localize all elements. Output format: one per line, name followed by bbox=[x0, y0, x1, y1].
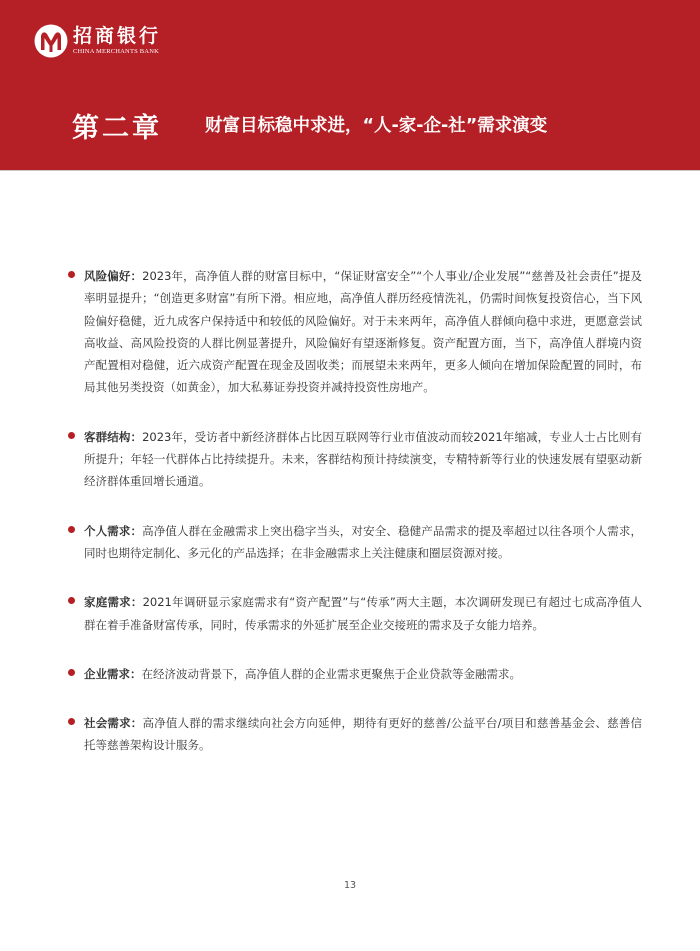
cmb-logo-icon bbox=[34, 24, 68, 58]
bullet-dot-icon bbox=[68, 669, 75, 676]
item-text: 2021年调研显示家庭需求有“资产配置”与“传承”两大主题，本次调研发现已有超过七成高净值人群在着手准备财富传承，同时，传承需求的外延扩展至企业交接班的需求及子女能力培养。 bbox=[84, 595, 643, 632]
item-label: 个人需求： bbox=[84, 523, 143, 538]
bullet-dot-icon bbox=[68, 526, 75, 533]
chapter-title: 财富目标稳中求进，“人-家-企-社”需求演变 bbox=[205, 116, 548, 136]
item-text: 在经济波动背景下，高净值人群的企业需求更聚焦于企业贷款等金融需求。 bbox=[141, 666, 521, 681]
paragraph bbox=[84, 591, 642, 636]
brand-name-en: CHINA MERCHANTS BANK bbox=[73, 47, 159, 55]
bullet-dot-icon bbox=[68, 271, 75, 278]
page-number: 13 bbox=[343, 880, 357, 891]
item-label: 企业需求： bbox=[84, 666, 142, 681]
bullet-dot-icon bbox=[68, 597, 75, 604]
list-item-risk-preference bbox=[68, 265, 642, 399]
list-item-enterprise-needs bbox=[68, 663, 642, 685]
header-divider bbox=[0, 170, 700, 171]
bullet-dot-icon bbox=[68, 718, 75, 725]
paragraph bbox=[84, 663, 642, 685]
paragraph bbox=[84, 265, 642, 399]
item-text: 2023年，高净值人群的财富目标中，“保证财富安全”“个人事业/企业发展”“慈善及社会责任”提及率明显提升；“创造更多财富”有所下滑。相应地，高净值人群历经疫情洗礼，仍需时间恢复投资信心，当下风险偏好稳健，近九成客户保持适中和较低的风险偏好。对于未来两年，高净值人群倾向稳中求进，更愿意尝试高收益、高风险投资的人群比例显著提升，风险偏好有望逐渐修复。资产配置方面，当下，高净值人群境内资产配置相对稳健，近六成资产配置在现金及固收类；而展望未来两年，更多人倾向在增加保险配置的同时，布局其他另类投资（如黄金），加大私募证券投资并减持投资性房地产。 bbox=[84, 269, 642, 395]
item-label: 客群结构： bbox=[84, 429, 143, 444]
list-item-client-structure bbox=[68, 426, 642, 493]
item-label: 家庭需求： bbox=[84, 595, 143, 610]
list-item-social-needs bbox=[68, 712, 642, 757]
list-item-family-needs bbox=[68, 591, 642, 636]
list-item-personal-needs bbox=[68, 520, 642, 565]
bullet-dot-icon bbox=[68, 432, 75, 439]
paragraph bbox=[84, 426, 642, 493]
item-text: 高净值人群的需求继续向社会方向延伸，期待有更好的慈善/公益平台/项目和慈善基金会、慈善信托等慈善架构设计服务。 bbox=[84, 716, 642, 753]
paragraph bbox=[84, 712, 642, 757]
paragraph bbox=[84, 520, 642, 565]
main-content bbox=[68, 265, 642, 784]
page-header bbox=[0, 0, 700, 170]
item-text: 高净值人群在金融需求上突出稳字当头，对安全、稳健产品需求的提及率超过以往各项个人需求，同时也期待定制化、多元化的产品选择；在非金融需求上关注健康和圈层资源对接。 bbox=[84, 523, 642, 560]
item-label: 社会需求： bbox=[84, 716, 143, 731]
chapter-number: 第二章 bbox=[72, 113, 162, 144]
item-text: 2023年，受访者中新经济群体占比因互联网等行业市值波动而较2021年缩减，专业人士占比则有所提升；年轻一代群体占比持续提升。未来，客群结构预计持续演变，专精特新等行业的快速发展有望驱动新经济群体重回增长通道。 bbox=[84, 429, 643, 489]
brand-logo bbox=[34, 24, 161, 58]
brand-name-cn: 招商银行 bbox=[73, 24, 162, 47]
item-label: 风险偏好： bbox=[84, 269, 143, 283]
